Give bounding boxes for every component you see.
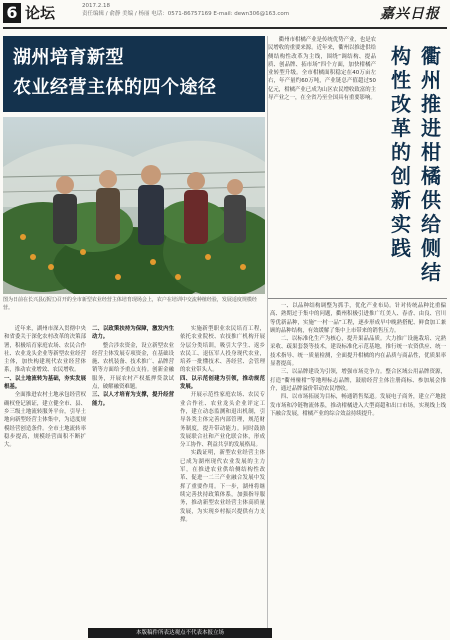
headline-char: 实 <box>391 212 411 236</box>
headline-char: 橘 <box>421 164 441 188</box>
editor-info: 责任编辑 / 俞静 美编 / 杨丽 电话：0571-86757169 E-mail: dewn306@163.com <box>82 11 290 17</box>
headline-char: 侧 <box>421 236 441 260</box>
headline-char: 构 <box>391 44 411 68</box>
footer-banner: 本版稿件所表达观点不代表本报立场 <box>88 628 272 638</box>
subheading: 三、以人才培育为支撑，提升经营能力。 <box>92 392 174 407</box>
lead-headline-block <box>3 36 265 112</box>
lead-body-column-1 <box>4 325 86 621</box>
headline-char: 改 <box>391 92 411 116</box>
subheading: 四、以示范创建为引领，推动规范发展。 <box>180 375 265 391</box>
right-article-intro <box>268 36 376 298</box>
photo-caption: 图为日前在长兴县(浙江)召开的全市新型农业经营主体培育现场会上，农户在培训中交流种植经验，发展适度规模经营。 <box>3 297 257 311</box>
headline-char: 新 <box>391 188 411 212</box>
headline-char: 的 <box>391 140 411 164</box>
body-paragraph: 实施新型职业农民培育工程，依托农业院校、农技推广机构开展分层分类培训，吸引大学生、返乡农民工、退伍军人投身现代农业，培养一批懂技术、善经营、会管理的农业带头人。 <box>180 326 265 374</box>
headline-char: 结 <box>421 260 441 284</box>
masthead <box>0 0 450 38</box>
lead-headline-line2: 农业经营主体的四个途径 <box>13 77 217 98</box>
masthead-rule <box>3 27 447 29</box>
section-divider <box>268 298 447 299</box>
body-paragraph: 四、以市场拓展为目标，畅通销售渠道。发展电子商务，建立产地批发市场和冷链物流体系，推动柑橘进入大型商超和出口市场，实现线上线下融合发展，柑橘产业的综合效益持续提升。 <box>270 394 446 417</box>
body-paragraph: 全面推进农村土地承包经营权确权登记颁证，建立健全市、县、乡三级土地流转服务平台，引导土地向新型经营主体集中，为适度规模经营创造条件。全市土地流转率稳步提高，规模经营面积不断扩大。 <box>4 392 86 449</box>
page-number: 6 <box>3 3 21 23</box>
body-paragraph: 开展示范性家庭农场、农民专业合作社、农业龙头企业评定工作，建立动态监测和退出机制，引导各类主体完善内部管理，规范财务制度，提升带动能力。同时鼓励发展联合社和产业化联合体，形成分工协作、利益共享的发展格局。 <box>180 392 265 449</box>
body-paragraph: 三、以品牌建设为引领，增强市场竞争力。整合区域公用品牌资源，打造“衢州椪柑”等地理标志品牌，鼓励经营主体注册商标、参加展会推介，通过品牌溢价带动农民增收。 <box>270 369 446 392</box>
right-intro-paragraph: 衢州市柑橘产业是传统优势产业，也是农民增收的重要来源。近年来，衢州以推进供给侧结构性改革为主线，围绕“调结构、提品质、创品牌、拓市场”四个方面，加快柑橘产业转型升级。全市柑橘面积稳定在40万亩左右，年产量约60万吨，产业链总产值超过50亿元，柑橘产业已成为山区农民增收致富的主导产业之一，在全省乃至全国具有重要影响。 <box>268 37 376 102</box>
vertical-headline-col-1 <box>418 44 444 284</box>
lead-body-column-3 <box>180 325 265 621</box>
newspaper-logo: 嘉兴日报 <box>380 6 440 22</box>
issue-date: 2017.2.18 <box>82 3 110 9</box>
section-name: 论坛 <box>25 4 56 22</box>
lead-body-column-2 <box>92 325 174 621</box>
headline-char: 衢 <box>421 44 441 68</box>
right-article-body <box>270 302 446 632</box>
headline-char: 柑 <box>421 140 441 164</box>
lead-headline-line1: 湖州培育新型 <box>13 47 124 68</box>
headline-char: 给 <box>421 212 441 236</box>
headline-char: 创 <box>391 164 411 188</box>
lead-photo <box>3 117 265 294</box>
headline-char: 供 <box>421 188 441 212</box>
body-paragraph: 一、以品种结构调整为抓手，优化产业布局。针对传统品种比重偏高、熟期过于集中的问题，衢州积极引进推广红美人、春香、由良、宫川等优新品种，实施“一村一品”工程，逐步形成早中晚熟搭配、鲜食加工兼顾的品种结构，有效缓解了集中上市带来的销售压力。 <box>270 303 446 334</box>
column-divider <box>267 36 268 632</box>
body-paragraph: 二、以标准化生产为核心，提升果品品质。大力推广设施栽培、完熟采收、疏果套袋等技术，建设标准化示范基地，推行统一农资供应、统一技术指导、统一质量检测，全面提升柑橘的内在品质与商品性，优质果率显著提高。 <box>270 336 446 368</box>
headline-char: 进 <box>421 116 441 140</box>
headline-char: 州 <box>421 68 441 92</box>
page-footer <box>0 626 450 640</box>
subheading: 二、以政策扶持为保障，激发内生动力。 <box>92 326 174 341</box>
headline-char: 践 <box>391 236 411 260</box>
headline-char: 革 <box>391 116 411 140</box>
right-article-headline <box>380 36 446 298</box>
subheading: 一、以土地流转为基础，夯实发展根基。 <box>4 375 86 391</box>
headline-char: 推 <box>421 92 441 116</box>
body-paragraph: 近年来，湖州市深入贯彻中央和省委关于深化农村改革的决策部署，积极培育家庭农场、农民合作社、农业龙头企业等新型农业经营主体，加快构建现代农业经营体系，推动农业增效、农民增收。 <box>4 326 86 374</box>
body-paragraph: 整合涉农资金，设立新型农业经营主体发展专项资金，在基础设施、农机装备、技术推广、品牌营销等方面给予重点支持。创新金融服务，开展农村产权抵押贷款试点，破解融资难题。 <box>92 342 174 391</box>
vertical-headline-col-2 <box>388 44 414 260</box>
body-paragraph: 实践证明，新型农业经营主体已成为湖州现代农业发展的主力军，在推进农业供给侧结构性改革、促进一二三产业融合发展中发挥了重要作用。下一步，湖州将继续完善扶持政策体系，加强指导服务，推动新型农业经营主体高质量发展，为实现乡村振兴提供有力支撑。 <box>180 450 265 523</box>
headline-char: 性 <box>391 68 411 92</box>
